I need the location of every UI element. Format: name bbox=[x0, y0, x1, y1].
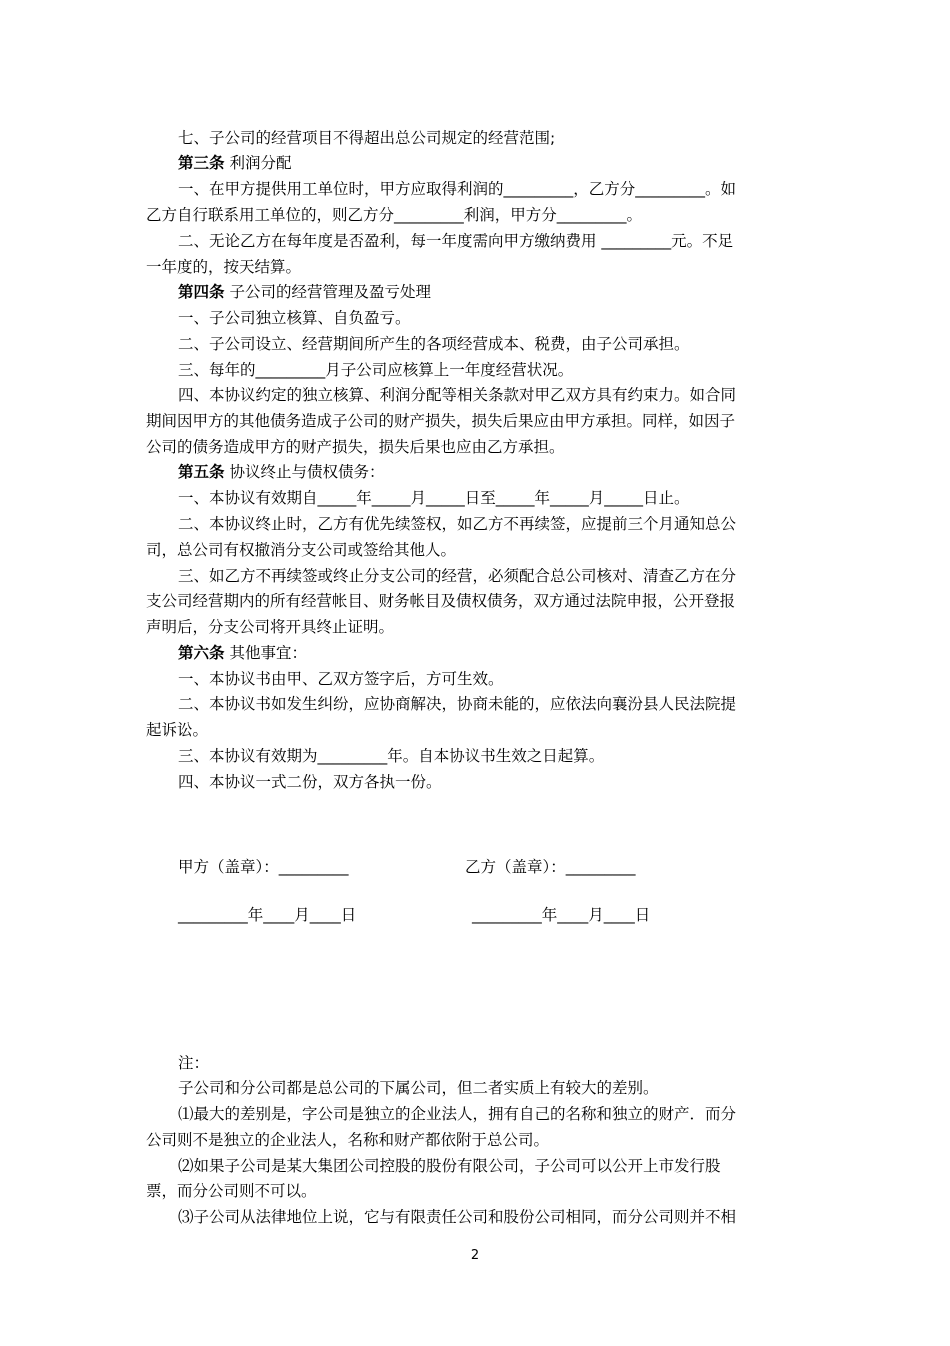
note-line: 公司则不是独立的企业法人，名称和财产都依附于总公司。 bbox=[146, 1131, 550, 1149]
clause-line: 四、本协议约定的独立核算、利润分配等相关条款对甲乙双方具有约束力。如合同 bbox=[178, 386, 737, 404]
clause-line: 一、本协议书由甲、乙双方签字后，方可生效。 bbox=[178, 670, 504, 688]
note-line: ⑴最大的差别是，字公司是独立的企业法人，拥有自己的名称和独立的财产．而分 bbox=[178, 1105, 737, 1123]
clause-line: 四、本协议一式二份，双方各执一份。 bbox=[178, 773, 442, 791]
article-title: 子公司的经营管理及盈亏处理 bbox=[229, 283, 431, 301]
clause-line: 起诉讼。 bbox=[146, 721, 209, 739]
page-number: 2 bbox=[470, 1248, 480, 1263]
article-number: 第六条 bbox=[178, 644, 225, 662]
clause-line: 支公司经营期内的所有经营帐目、财务帐目及债权债务，双方通过法院申报，公开登报 bbox=[146, 592, 736, 610]
clause-line: 三、每年的_________月子公司应核算上一年度经营状况。 bbox=[178, 361, 574, 379]
note-line: 子公司和分公司都是总公司的下属公司，但二者实质上有较大的差别。 bbox=[178, 1079, 659, 1097]
clause-line: 一、在甲方提供用工单位时，甲方应取得利润的_________，乙方分_________。如 bbox=[178, 180, 737, 198]
article-title: 其他事宜： bbox=[229, 644, 307, 662]
clause-line: 三、如乙方不再续签或终止分支公司的经营，必须配合总公司核对、清查乙方在分 bbox=[178, 567, 737, 585]
party-b-date: _________年____月____日 bbox=[472, 906, 651, 924]
note-line: 票，而分公司则不可以。 bbox=[146, 1182, 317, 1200]
clause-line: 乙方自行联系用工单位的，则乙方分_________利润，甲方分_________。 bbox=[146, 206, 643, 224]
article-number: 第五条 bbox=[178, 463, 225, 481]
clause-line: 司，总公司有权撤消分支公司或签给其他人。 bbox=[146, 541, 457, 559]
party-a-signature: 甲方（盖章）：_________ bbox=[178, 858, 349, 876]
article-number: 第三条 bbox=[178, 154, 225, 172]
article-heading bbox=[178, 459, 384, 485]
clause-line: 公司的债务造成甲方的财产损失，损失后果也应由乙方承担。 bbox=[146, 438, 565, 456]
party-a-date: _________年____月____日 bbox=[178, 906, 357, 924]
article-number: 第四条 bbox=[178, 283, 225, 301]
clause-line: 期间因甲方的其他债务造成子公司的财产损失，损失后果应由甲方承担。同样，如因子 bbox=[146, 412, 736, 430]
clause-line: 声明后，分支公司将开具终止证明。 bbox=[146, 618, 395, 636]
clause-line: 二、子公司设立、经营期间所产生的各项经营成本、税费，由子公司承担。 bbox=[178, 335, 690, 353]
article-heading bbox=[178, 150, 291, 176]
note-heading: 注： bbox=[178, 1054, 210, 1072]
clause-line: 一、本协议有效期自_____年_____月_____日至_____年_____月_____日止。 bbox=[178, 489, 690, 507]
clause-line: 七、子公司的经营项目不得超出总公司规定的经营范围; bbox=[178, 129, 556, 147]
note-line: ⑵如果子公司是某大集团公司控股的股份有限公司，子公司可以公开上市发行股 bbox=[178, 1157, 721, 1175]
article-title: 利润分配 bbox=[229, 154, 292, 172]
clause-line: 二、本协议书如发生纠纷，应协商解决，协商未能的，应依法向襄汾县人民法院提 bbox=[178, 695, 737, 713]
clause-line: 二、本协议终止时，乙方有优先续签权，如乙方不再续签，应提前三个月通知总公 bbox=[178, 515, 737, 533]
party-b-signature: 乙方（盖章）：_________ bbox=[465, 858, 636, 876]
clause-line: 三、本协议有效期为_________年。自本协议书生效之日起算。 bbox=[178, 747, 605, 765]
article-heading bbox=[178, 640, 307, 666]
clause-line: 一、子公司独立核算、自负盈亏。 bbox=[178, 309, 411, 327]
clause-line: 一年度的，按天结算。 bbox=[146, 258, 302, 276]
clause-line: 二、无论乙方在每年度是否盈利，每一年度需向甲方缴纳费用 _________元。不足 bbox=[178, 232, 734, 250]
article-heading bbox=[178, 279, 431, 305]
note-line: ⑶子公司从法律地位上说，它与有限责任公司和股份公司相同，而分公司则并不相 bbox=[178, 1208, 737, 1226]
article-title: 协议终止与债权债务： bbox=[229, 463, 385, 481]
